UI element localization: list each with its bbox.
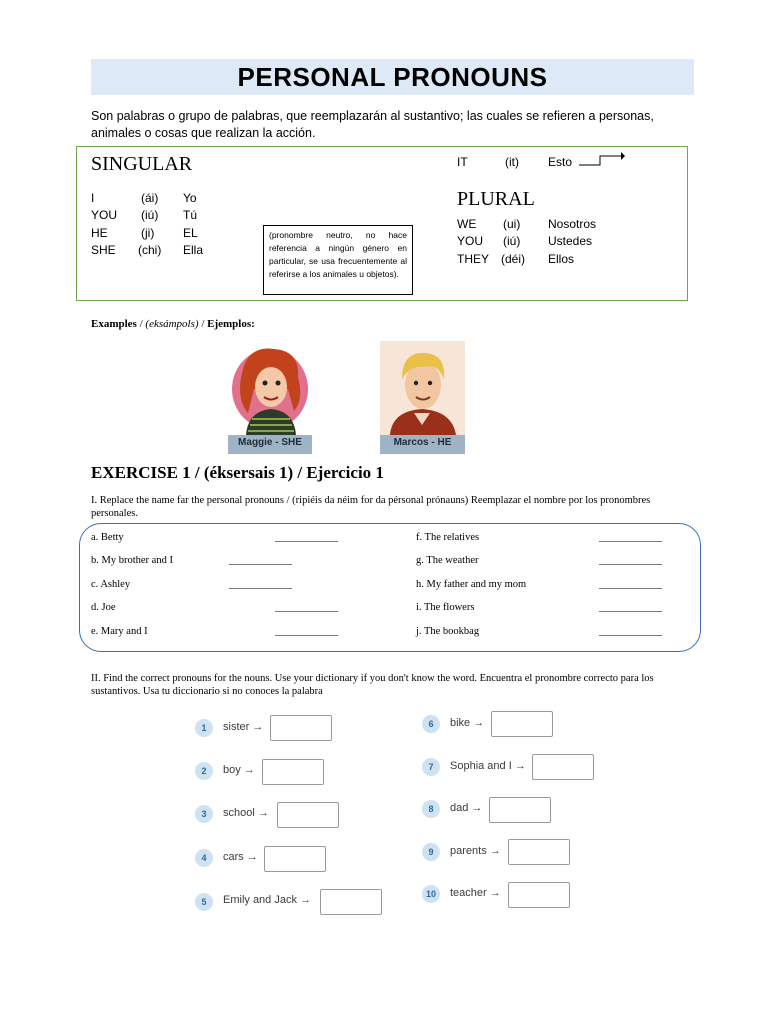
separator: /: [198, 318, 208, 330]
answer-box[interactable]: [270, 715, 332, 741]
exercise1-item: g. The weather: [416, 555, 479, 566]
separator: /: [136, 318, 146, 330]
pronoun-en: YOU: [457, 234, 484, 248]
number-badge: 10: [422, 885, 440, 903]
page-title: PERSONAL PRONOUNS: [237, 61, 548, 92]
answer-box[interactable]: [277, 802, 339, 828]
pronoun-pron: (ui): [503, 217, 521, 231]
exercise1-item: b. My brother and I: [91, 555, 173, 566]
pronoun-pron: (iú): [503, 234, 521, 248]
marcos-picture: [380, 341, 465, 454]
maggie-picture: [228, 343, 312, 454]
exercise1-item: e. Mary and I: [91, 626, 148, 637]
singular-heading: SINGULAR: [91, 153, 193, 175]
exercise-title: EXERCISE 1 / (éksersais 1) / Ejercicio 1: [91, 463, 384, 482]
answer-box[interactable]: [489, 797, 551, 823]
picture-caption: Marcos - HE: [393, 437, 452, 448]
pronoun-en: I: [91, 191, 95, 205]
arrow-icon: [578, 150, 626, 168]
noun-word: school →: [223, 807, 269, 819]
pronoun-es: Yo: [183, 191, 197, 205]
examples-en: Examples: [91, 318, 137, 330]
noun-word: Sophia and I →: [450, 760, 526, 772]
pronoun-es: Nosotros: [548, 217, 597, 231]
number-badge: 9: [422, 843, 440, 861]
number-badge: 8: [422, 800, 440, 818]
pronoun-es: Esto: [548, 155, 573, 169]
answer-blank[interactable]: ____________: [599, 602, 662, 613]
noun-word: Emily and Jack →: [223, 894, 312, 906]
pronoun-es: EL: [183, 226, 198, 240]
examples-es: Ejemplos:: [207, 318, 255, 330]
pronoun-pron: (ji): [141, 226, 155, 240]
noun-word: cars →: [223, 851, 258, 863]
noun-word: teacher →: [450, 887, 501, 899]
pronoun-es: Tú: [183, 208, 198, 222]
pronoun-en: IT: [457, 155, 468, 169]
answer-blank[interactable]: ____________: [599, 579, 662, 590]
answer-blank[interactable]: ____________: [599, 555, 662, 566]
answer-blank[interactable]: ____________: [275, 532, 338, 543]
pronoun-en: SHE: [91, 243, 116, 257]
pronoun-en: THEY: [457, 252, 490, 266]
answer-blank[interactable]: ____________: [599, 532, 662, 543]
pronoun-pron: (ái): [141, 191, 159, 205]
answer-box[interactable]: [320, 889, 382, 915]
exercise1-item: j. The bookbag: [416, 626, 480, 637]
exercise1-item: d. Joe: [91, 602, 116, 613]
pronoun-en: YOU: [91, 208, 118, 222]
exercise1-item: f. The relatives: [416, 532, 480, 543]
answer-blank[interactable]: ____________: [275, 602, 338, 613]
title-banner: [91, 59, 694, 95]
neutral-pronoun-note: (pronombre neutro, no hace referencia a ningún género en particular, se usa frecuentemente al referirse a los animales u objetos).: [263, 225, 413, 295]
number-badge: 6: [422, 715, 440, 733]
number-badge: 4: [195, 849, 213, 867]
pronoun-es: Ella: [183, 243, 204, 257]
instruction-1: I. Replace the name far the personal pronouns / (ripiéis da néim for da pérsonal prónauns) Reemplazar el nombre por los pronombres personales.: [91, 495, 651, 519]
answer-box[interactable]: [264, 846, 326, 872]
answer-box[interactable]: [508, 839, 570, 865]
answer-blank[interactable]: ____________: [275, 626, 338, 637]
answer-box[interactable]: [532, 754, 594, 780]
plural-heading: PLURAL: [457, 188, 535, 210]
number-badge: 7: [422, 758, 440, 776]
exercise1-item: i. The flowers: [416, 602, 475, 613]
answer-box[interactable]: [262, 759, 324, 785]
answer-blank[interactable]: ____________: [599, 626, 662, 637]
number-badge: 1: [195, 719, 213, 737]
noun-word: boy →: [223, 764, 255, 776]
noun-word: sister →: [223, 721, 264, 733]
noun-word: bike →: [450, 717, 485, 729]
examples-label: [91, 318, 255, 330]
number-badge: 3: [195, 805, 213, 823]
pronoun-pron: (chi): [138, 243, 162, 257]
exercise1-item: h. My father and my mom: [416, 579, 527, 590]
pronoun-es: Ustedes: [548, 234, 593, 248]
number-badge: 5: [195, 893, 213, 911]
noun-word: parents →: [450, 845, 501, 857]
pronoun-en: HE: [91, 226, 108, 240]
answer-blank[interactable]: ____________: [229, 579, 292, 590]
pronoun-pron: (it): [505, 155, 519, 169]
examples-pron: (eksámpols): [145, 318, 199, 330]
number-badge: 2: [195, 762, 213, 780]
exercise1-item: a. Betty: [91, 532, 124, 543]
pronoun-en: WE: [457, 217, 477, 231]
answer-blank[interactable]: ____________: [229, 555, 292, 566]
pronoun-pron: (déi): [501, 252, 526, 266]
instruction-2: II. Find the correct pronouns for the nouns. Use your dictionary if you don't know the word. Encuentra el pronombre correcto para los sustantivos. Usa tu diccionario si no conoces la palabra: [91, 673, 654, 697]
answer-box[interactable]: [508, 882, 570, 908]
pronoun-es: Ellos: [548, 252, 575, 266]
exercise1-item: c. Ashley: [91, 579, 131, 590]
answer-box[interactable]: [491, 711, 553, 737]
noun-word: dad →: [450, 802, 483, 814]
pronoun-pron: (iú): [141, 208, 159, 222]
picture-caption: Maggie - SHE: [238, 437, 302, 448]
intro-text: Son palabras o grupo de palabras, que reemplazarán al sustantivo; las cuales se refieren a personas, animales o cosas que realizan la acción.: [91, 109, 654, 140]
